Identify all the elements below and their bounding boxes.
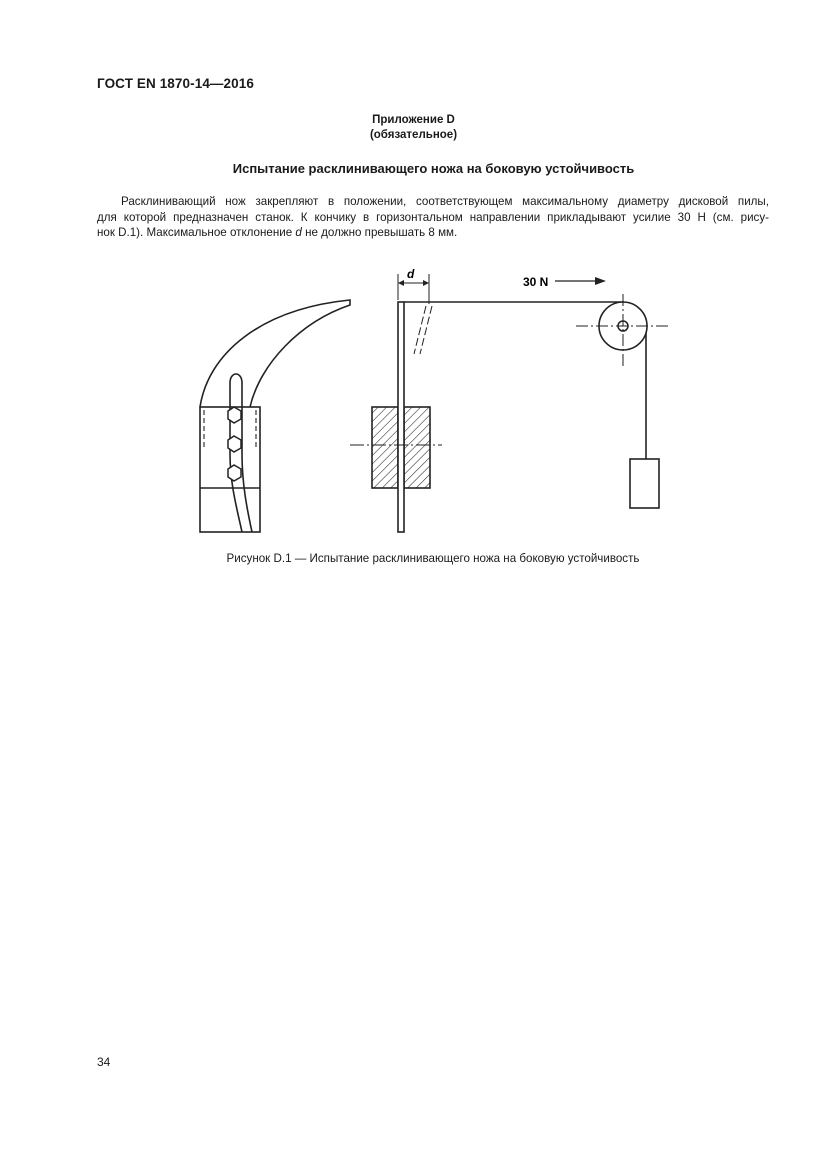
section-title: Испытание расклинивающего ножа на боковую устойчивость: [232, 161, 635, 176]
paragraph-line-3-start: нок D.1). Максимальное отклонение: [97, 226, 296, 239]
paragraph-line-1: Расклинивающий нож закрепляют в положении, соответствующем максимальному диаметру дисковой пилы,: [121, 195, 769, 208]
figure-d1-drawing: [190, 264, 680, 544]
deflected-position-line-2: [414, 306, 426, 354]
deflection-variable: d: [295, 226, 302, 239]
knife-blade-outline: [200, 300, 350, 407]
pulley: [576, 294, 668, 368]
paragraph-line-3: [97, 225, 769, 241]
bolt-hex-icon: [228, 436, 241, 452]
deflected-position-line: [420, 306, 432, 354]
paragraph-line-3-end: не должно превышать 8 мм.: [301, 226, 458, 239]
knife-slot-outline: [230, 374, 252, 532]
knife-plate: [398, 302, 404, 532]
annex-status: (обязательное): [369, 129, 458, 141]
label-force: 30 N: [523, 275, 549, 289]
riving-knife-side-view: [200, 300, 350, 532]
knife-slot-inner: [230, 383, 242, 532]
page-number: 34: [97, 1055, 111, 1069]
standard-designation: ГОСТ EN 1870-14—2016: [97, 76, 254, 91]
body-paragraph: [97, 194, 769, 241]
riving-knife-front-view: [350, 302, 442, 532]
weight-block: [630, 459, 659, 508]
annex-title: Приложение D: [372, 114, 455, 126]
figure-d1: [190, 264, 680, 549]
clamp-bolts: [228, 407, 241, 481]
force-arrow-icon: [555, 277, 606, 285]
label-d: d: [407, 267, 415, 281]
clamp-block-right: [404, 407, 430, 488]
bolt-hex-icon: [228, 407, 241, 423]
bolt-hex-icon: [228, 465, 241, 481]
clamp-block-left: [372, 407, 398, 488]
paragraph-line-2: для которой предназначен станок. К кончику в горизонтальном направлении прикладывают усилие 30 Н (см. рису-: [97, 210, 769, 224]
figure-caption: Рисунок D.1 — Испытание расклинивающего ножа на боковую устойчивость: [226, 552, 640, 565]
